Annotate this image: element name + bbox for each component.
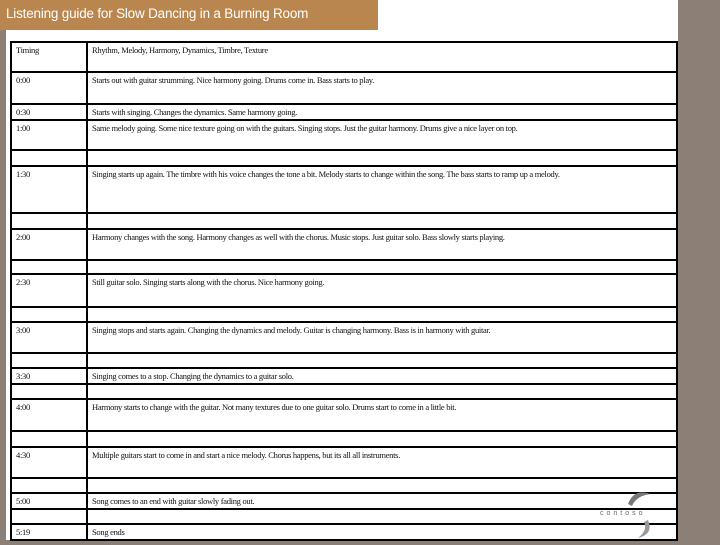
row-description: Song ends [87, 524, 677, 540]
row-timing: 3:00 [11, 322, 87, 353]
row-description: Multiple guitars start to come in and start a nice melody. Chorus happens, but its all all instruments. [87, 447, 677, 478]
row-description [87, 307, 677, 322]
table-row [11, 353, 677, 368]
table-row [11, 478, 677, 493]
row-timing [11, 213, 87, 229]
table-row [11, 72, 677, 104]
row-description: Singing starts up again. The timbre with his voice changes the tone a bit. Melody starts to change within the song. The bass starts to ramp up a melody. [87, 166, 677, 213]
row-timing: 4:30 [11, 447, 87, 478]
row-description [87, 478, 677, 493]
row-timing [11, 150, 87, 166]
row-description: Still guitar solo. Singing starts along with the chorus. Nice harmony going. [87, 274, 677, 307]
row-description [87, 509, 677, 524]
table-row [11, 120, 677, 150]
row-timing: 2:00 [11, 229, 87, 260]
row-description: Song comes to an end with guitar slowly fading out. [87, 493, 677, 509]
row-description [87, 384, 677, 399]
row-timing: 5:00 [11, 493, 87, 509]
row-timing: 3:30 [11, 368, 87, 384]
row-timing [11, 384, 87, 399]
row-timing [11, 307, 87, 322]
row-timing: 0:30 [11, 104, 87, 120]
table-row [11, 104, 677, 120]
row-timing: 4:00 [11, 399, 87, 431]
table-row [11, 274, 677, 307]
row-description: Singing stops and starts again. Changing the dynamics and melody. Guitar is changing harmony. Bass is in harmony with guitar. [87, 322, 677, 353]
row-description [87, 213, 677, 229]
table-row [11, 493, 677, 509]
table-row [11, 260, 677, 274]
table-row [11, 368, 677, 384]
table-row [11, 384, 677, 399]
row-timing: 2:30 [11, 274, 87, 307]
table-row [11, 509, 677, 524]
table-row [11, 213, 677, 229]
table-row [11, 322, 677, 353]
row-description [87, 431, 677, 447]
page-title: Listening guide for Slow Dancing in a Burning Room [0, 0, 378, 30]
table-row [11, 447, 677, 478]
row-description: Starts out with guitar strumming. Nice harmony going. Drums come in. Bass starts to play. [87, 72, 677, 104]
row-timing: 5:19 [11, 524, 87, 540]
row-description [87, 260, 677, 274]
row-timing [11, 509, 87, 524]
row-timing: 1:30 [11, 166, 87, 213]
contoso-logo [598, 490, 668, 540]
row-timing [11, 431, 87, 447]
listening-guide-table [10, 41, 678, 541]
header-background [378, 0, 678, 30]
row-description: Harmony starts to change with the guitar. Not many textures due to one guitar solo. Drums start to come in a little bit. [87, 399, 677, 431]
row-timing [11, 478, 87, 493]
header-timing: Timing [11, 42, 87, 72]
row-timing: 0:00 [11, 72, 87, 104]
logo-text: contoso [600, 510, 646, 517]
row-timing: 1:00 [11, 120, 87, 150]
table-row [11, 431, 677, 447]
row-description: Singing comes to a stop. Changing the dynamics to a guitar solo. [87, 368, 677, 384]
table-row [11, 150, 677, 166]
table-row [11, 524, 677, 540]
table-header-row [11, 42, 677, 72]
row-timing [11, 353, 87, 368]
row-description: Same melody going. Some nice texture going on with the guitars. Singing stops. Just the guitar harmony. Drums give a nice layer on top. [87, 120, 677, 150]
table-row [11, 229, 677, 260]
table-row [11, 166, 677, 213]
table-row [11, 307, 677, 322]
header-description: Rhythm, Melody, Harmony, Dynamics, Timbre, Texture [87, 42, 677, 72]
row-description [87, 150, 677, 166]
row-description: Harmony changes with the song. Harmony changes as well with the chorus. Music stops. Just guitar solo. Bass slowly starts playing. [87, 229, 677, 260]
row-description: Starts with singing. Changes the dynamics. Same harmony going. [87, 104, 677, 120]
row-description [87, 353, 677, 368]
table-row [11, 399, 677, 431]
row-timing [11, 260, 87, 274]
